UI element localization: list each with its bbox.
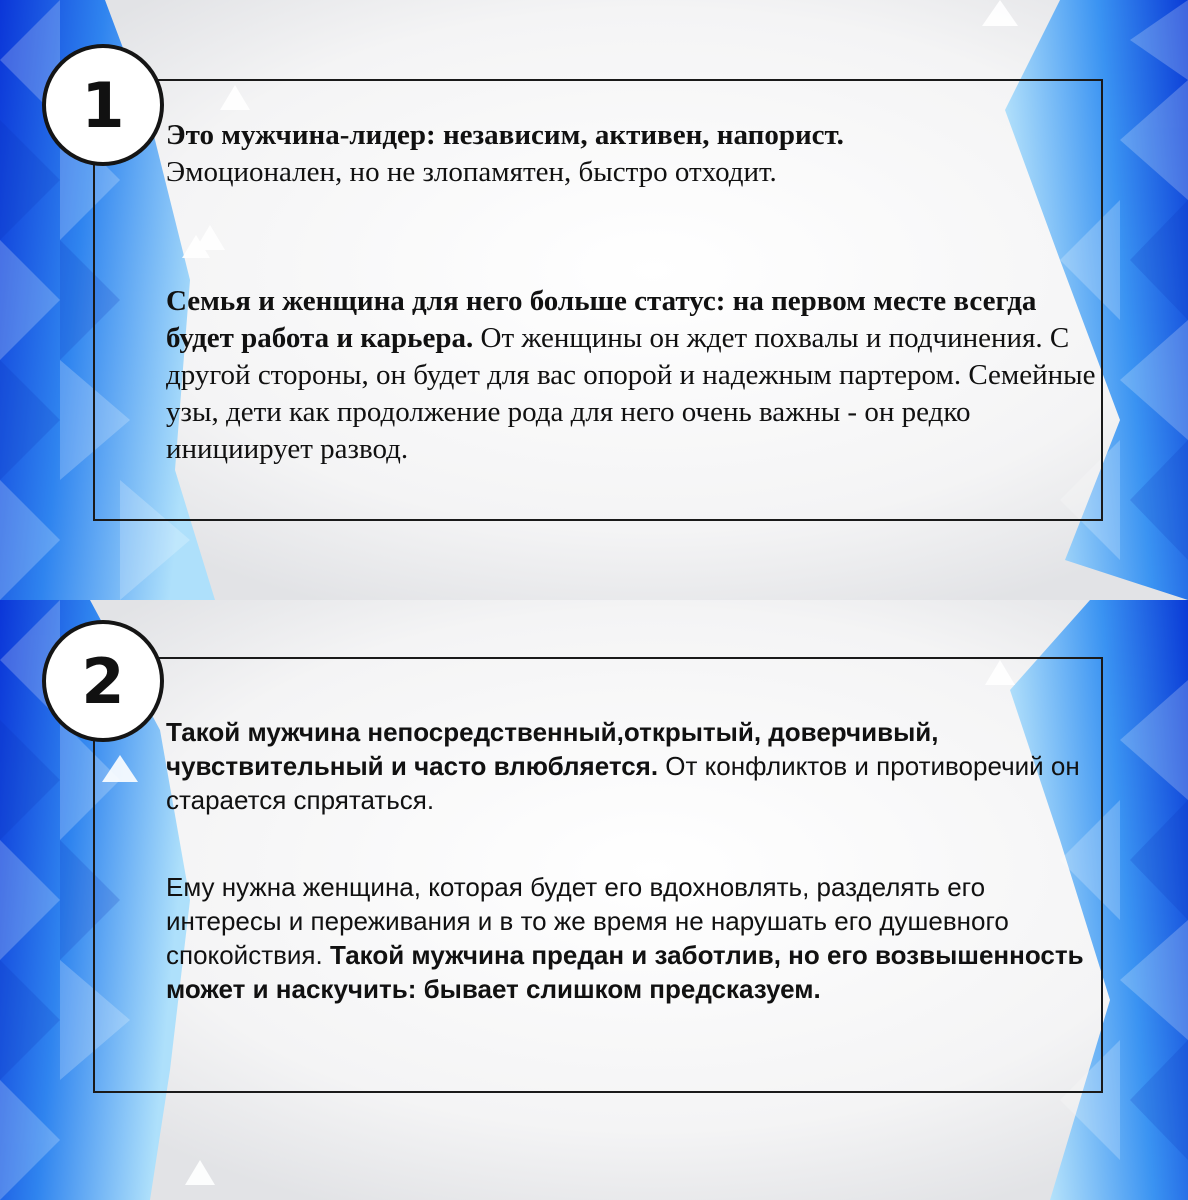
card-1-body-bold: Семья и женщина для него больше статус: на первом месте всегда будет работа и карьера. bbox=[166, 285, 1037, 354]
card-1-paragraph-1 bbox=[166, 117, 1101, 191]
card-1-number-badge bbox=[42, 44, 164, 166]
card-2-paragraph-2 bbox=[166, 870, 1101, 1006]
card-2-number: 2 bbox=[81, 644, 125, 718]
card-1-number: 1 bbox=[81, 68, 125, 142]
card-2-body-text: Ему нужна женщина, которая будет его вдохновлять, разделять его интересы и переживания и в то же время не нарушать его душевного спокойствия. bbox=[166, 872, 1009, 970]
card-2-lead-text: От конфликтов и противоречий он старается спрятаться. bbox=[166, 751, 1080, 815]
card-1-lead-text: Эмоционален, но не злопамятен, быстро отходит. bbox=[166, 156, 777, 188]
card-2-paragraph-1 bbox=[166, 715, 1101, 817]
card-1-body-text: От женщины он ждет похвалы и подчинения. С другой стороны, он будет для вас опорой и надежным партером. Семейные узы, дети как продолжение рода для него очень важны - он редко инициирует развод. bbox=[166, 322, 1096, 465]
card-2-lead-bold: Такой мужчина непосредственный,открытый, доверчивый, чувствительный и часто влюбляется. bbox=[166, 717, 939, 781]
card-1-paragraph-2 bbox=[166, 283, 1101, 468]
card-2 bbox=[0, 600, 1188, 1200]
card-2-body-bold: Такой мужчина предан и заботлив, но его возвышенность может и наскучить: бывает слишком предсказуем. bbox=[166, 940, 1084, 1004]
card-1-lead-bold: Это мужчина-лидер: независим, активен, напорист. bbox=[166, 119, 844, 151]
card-2-number-badge bbox=[42, 620, 164, 742]
